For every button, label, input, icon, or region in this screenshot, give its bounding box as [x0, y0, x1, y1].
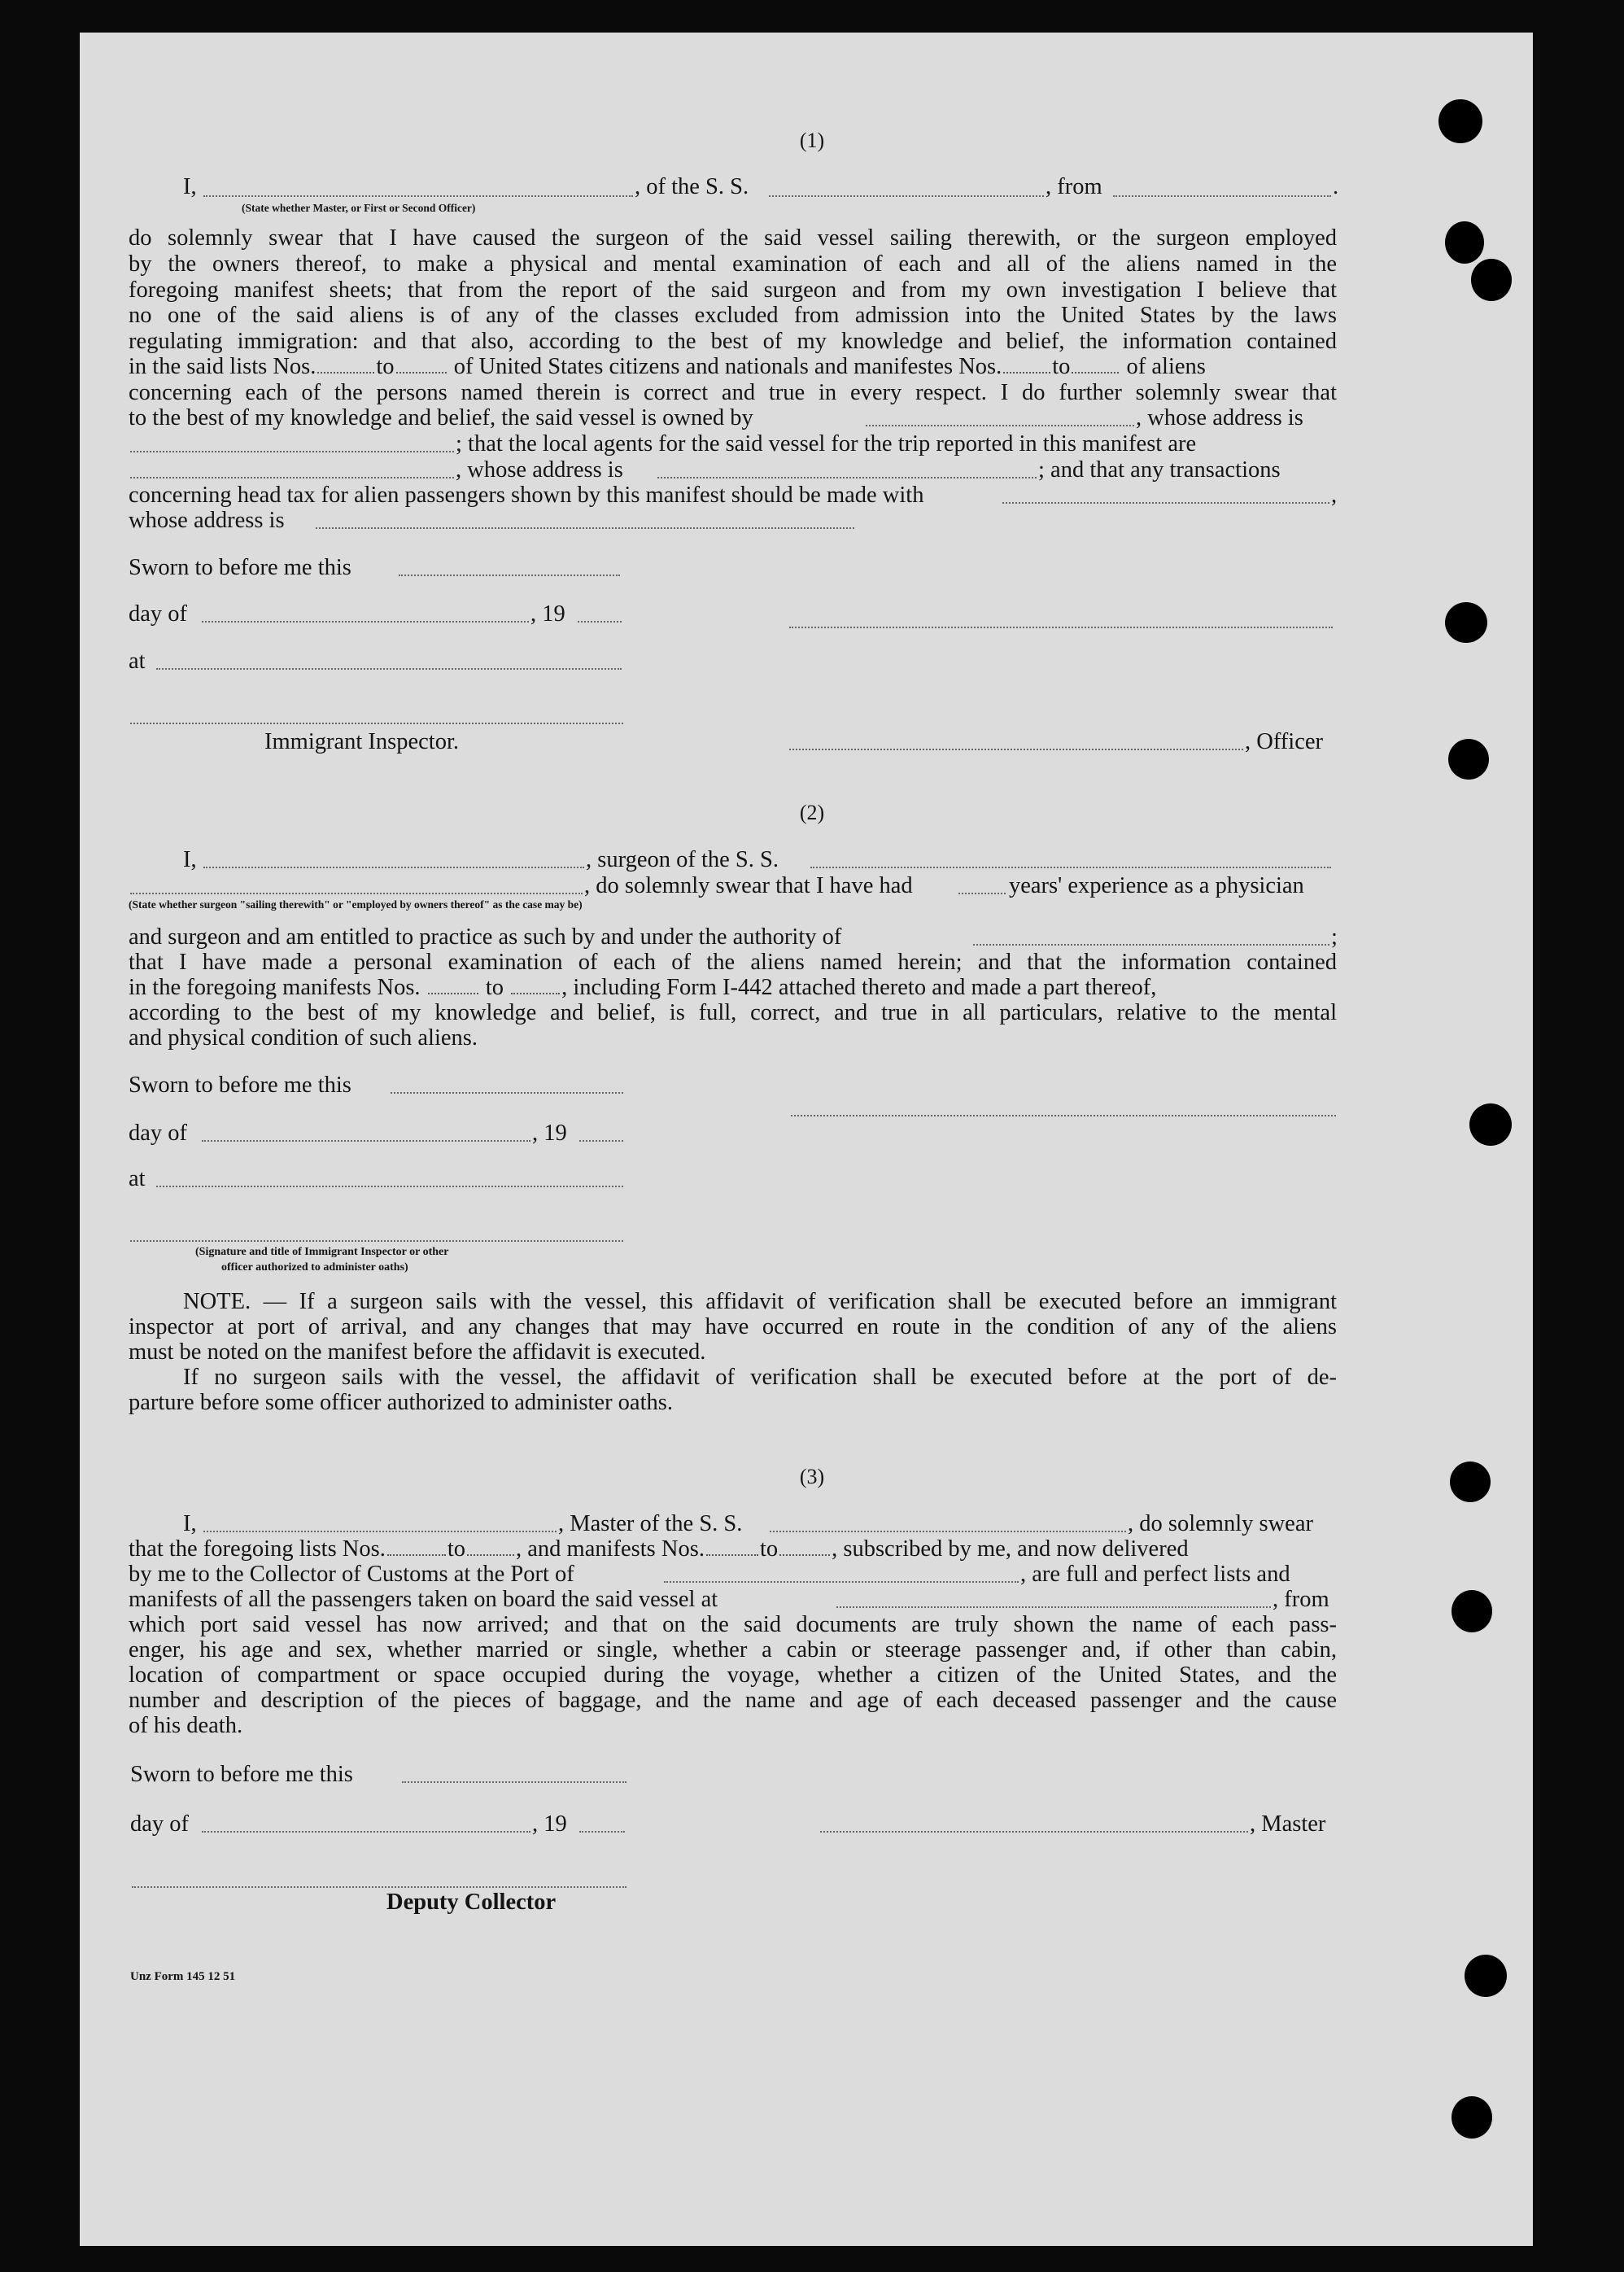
- s2-sworn: Sworn to before me this: [129, 1073, 351, 1098]
- s3-sworn: Sworn to before me this: [130, 1762, 353, 1787]
- inspector-signature-line[interactable]: [130, 723, 623, 724]
- s2-day-of: day of: [129, 1121, 188, 1146]
- surgeon-signature-line[interactable]: [791, 1115, 1336, 1116]
- s2-year-field[interactable]: [579, 1140, 623, 1142]
- s3-i: I,: [183, 1511, 197, 1536]
- s3-master-name-field[interactable]: [203, 1531, 557, 1532]
- s2-officer-signature-line[interactable]: [130, 1240, 623, 1242]
- form-number: Unz Form 145 12 51: [130, 1970, 236, 1983]
- s1-transactions: ; and that any transactions: [1038, 457, 1281, 483]
- binder-hole: [1448, 739, 1489, 780]
- note-line: If no surgeon sails with the vessel, the affidavit of verification shall be executed before at the port of de-: [183, 1365, 1337, 1390]
- s1-line: foregoing manifest sheets; that from the report of the said surgeon and from my own investigation I believe that: [129, 277, 1337, 303]
- s1-head-period: .: [1333, 174, 1339, 199]
- s3-line: location of compartment or space occupied during the voyage, whether a citizen of the United States, and the: [129, 1662, 1337, 1688]
- s3-port: by me to the Collector of Customs at the Port of: [129, 1562, 574, 1587]
- s3-line: enger, his age and sex, whether married or single, whether a cabin or steerage passenger and, if other than cabin,: [129, 1637, 1337, 1662]
- s2-swear: , do solemnly swear that I have had: [584, 873, 913, 898]
- s1-line: regulating immigration: and that also, according to the best of my knowledge and belief, the information contained: [129, 329, 1337, 354]
- officer-signature-line[interactable]: [789, 627, 1333, 628]
- boarding-port-field[interactable]: [836, 1606, 1271, 1608]
- s2-line: and physical condition of such aliens.: [129, 1025, 478, 1051]
- s3-manifest-to-field[interactable]: [779, 1540, 830, 1556]
- s2-line: that I have made a personal examination of each of the aliens named herein; and that the information contained: [129, 950, 1337, 975]
- s3-line: of his death.: [129, 1713, 243, 1738]
- note-line: NOTE. — If a surgeon sails with the vessel, this affidavit of verification shall be executed before an immigrant: [183, 1289, 1337, 1314]
- authority-field[interactable]: [973, 944, 1329, 946]
- collector-port-field[interactable]: [664, 1581, 1019, 1583]
- s1-day-of: day of: [129, 601, 188, 627]
- s3-master-of: , Master of the S. S.: [558, 1511, 743, 1536]
- s1-head-ofss: , of the S. S.: [635, 174, 749, 199]
- binder-hole: [1469, 1103, 1512, 1146]
- section-2-number: (2): [799, 801, 825, 824]
- s2-manifest-from-field[interactable]: [428, 978, 478, 994]
- s3-month-field[interactable]: [202, 1831, 530, 1833]
- head-tax-field[interactable]: [1002, 502, 1329, 504]
- master-signature-line[interactable]: [820, 1831, 1248, 1833]
- s2-month-field[interactable]: [202, 1140, 530, 1142]
- binder-hole: [1465, 1955, 1507, 1997]
- s1-line: by the owners thereof, to make a physical and mental examination of each and all of the aliens named in the: [129, 251, 1337, 277]
- s1-at-field[interactable]: [156, 668, 622, 670]
- s2-line: according to the best of my knowledge and belief, is full, correct, and true in all particulars, relative to the mental: [129, 1000, 1337, 1025]
- s1-year-field[interactable]: [578, 621, 622, 623]
- note-line: inspector at port of arrival, and any changes that may have occurred en route in the condition of any of the aliens: [129, 1314, 1337, 1339]
- s2-sworn-day-field[interactable]: [391, 1092, 623, 1094]
- s1-agent-address: , whose address is: [456, 457, 623, 483]
- binder-hole: [1452, 1590, 1492, 1632]
- s1-head-note: (State whether Master, or First or Second Officer): [242, 202, 476, 214]
- s3-line-lists: that the foregoing lists Nos. to , and manifests Nos. to , subscribed by me, and now delivered: [129, 1536, 1189, 1562]
- note-line: parture before some officer authorized to administer oaths.: [129, 1390, 673, 1415]
- s2-i: I,: [183, 847, 197, 872]
- s3-line: which port said vessel has now arrived; and that on the said documents are truly shown the name of each pass-: [129, 1612, 1337, 1637]
- manifest-from-field[interactable]: [1003, 357, 1050, 374]
- s3-vessel-field[interactable]: [770, 1531, 1126, 1532]
- s2-authority: and surgeon and am entitled to practice as such by and under the authority of: [129, 924, 842, 950]
- agent-field[interactable]: [130, 477, 454, 478]
- owner-address-field[interactable]: [130, 451, 454, 452]
- s2-sig-note-1: (Signature and title of Immigrant Inspector or other: [195, 1246, 449, 1258]
- s1-whose-address: , whose address is: [1136, 405, 1303, 430]
- s1-sworn: Sworn to before me this: [129, 555, 351, 580]
- years-experience-field[interactable]: [958, 893, 1006, 894]
- s2-status-note: (State whether surgeon "sailing therewith" or "employed by owners thereof" as the case may be): [129, 898, 583, 911]
- section-3-number: (3): [799, 1465, 825, 1488]
- s2-line-manifests: in the foregoing manifests Nos. to , including Form I-442 attached thereto and made a part thereof,: [129, 975, 1157, 1000]
- s1-line: do solemnly swear that I have caused the surgeon of the said vessel sailing therewith, or the surgeon employed: [129, 225, 1337, 251]
- s3-year-field[interactable]: [579, 1831, 625, 1833]
- s2-years: years' experience as a physician: [1009, 873, 1304, 898]
- s2-surgeon-of: , surgeon of the S. S.: [586, 847, 779, 872]
- owner-field[interactable]: [866, 425, 1134, 426]
- s2-at: at: [129, 1166, 146, 1191]
- vessel-name-field[interactable]: [769, 195, 1044, 197]
- s3-list-from-field[interactable]: [387, 1540, 446, 1556]
- s2-semicolon: ;: [1331, 924, 1338, 950]
- list-from-field[interactable]: [317, 357, 374, 374]
- s1-at: at: [129, 649, 146, 674]
- s1-head-i: I,: [183, 174, 197, 199]
- s3-swear: , do solemnly swear: [1128, 1511, 1313, 1536]
- binder-hole: [1452, 2096, 1492, 2139]
- s3-list-to-field[interactable]: [467, 1540, 514, 1556]
- s1-owned-by: to the best of my knowledge and belief, the said vessel is owned by: [129, 405, 753, 430]
- s1-sworn-day-field[interactable]: [399, 575, 620, 576]
- binder-hole: [1471, 259, 1512, 301]
- s3-taken: manifests of all the passengers taken on board the said vessel at: [129, 1587, 718, 1612]
- surgeon-status-field[interactable]: [130, 893, 583, 894]
- s1-whose-address-2: whose address is: [129, 508, 285, 533]
- s1-head-tax: concerning head tax for alien passengers shown by this manifest should be made with: [129, 483, 924, 508]
- s3-lists: , are full and perfect lists and: [1020, 1562, 1290, 1587]
- s3-master: , Master: [1250, 1811, 1326, 1837]
- master-name-field[interactable]: [203, 195, 633, 197]
- s1-line-lists: in the said lists Nos. to of United States citizens and nationals and manifestes Nos. to of aliens: [129, 354, 1206, 379]
- s3-line: number and description of the pieces of baggage, and the name and age of each deceased passenger and the cause: [129, 1688, 1337, 1713]
- s3-day-of: day of: [130, 1811, 190, 1837]
- s1-month-field[interactable]: [202, 621, 529, 623]
- officer-title-line[interactable]: [789, 749, 1243, 750]
- s2-sig-note-2: officer authorized to administer oaths): [221, 1261, 408, 1274]
- s2-vessel-field[interactable]: [810, 867, 1331, 868]
- s3-sworn-day-field[interactable]: [402, 1781, 626, 1783]
- s3-from: , from: [1273, 1587, 1329, 1612]
- s3-year: , 19: [532, 1811, 567, 1837]
- collector-signature-line[interactable]: [132, 1886, 626, 1888]
- list-to-field[interactable]: [396, 357, 447, 374]
- section-1-number: (1): [799, 129, 825, 152]
- manifest-to-field[interactable]: [1072, 357, 1119, 374]
- s1-year: , 19: [530, 601, 565, 627]
- surgeon-name-field[interactable]: [203, 867, 584, 868]
- s1-head-from: , from: [1046, 174, 1102, 199]
- s1-local-agents: ; that the local agents for the said vessel for the trip reported in this manifest are: [456, 431, 1197, 457]
- s3-manifest-from-field[interactable]: [706, 1540, 758, 1556]
- s2-at-field[interactable]: [156, 1186, 623, 1187]
- agent-address-field[interactable]: [657, 477, 1037, 478]
- s1-line: concerning each of the persons named therein is correct and true in every respect. I do further solemnly swear that: [129, 380, 1337, 405]
- binder-hole: [1445, 221, 1484, 264]
- s1-officer: , Officer: [1245, 729, 1324, 754]
- binder-hole: [1445, 602, 1487, 643]
- s1-line: no one of the said aliens is of any of the classes excluded from admission into the United States by the laws: [129, 303, 1337, 328]
- s2-manifest-to-field[interactable]: [511, 978, 560, 994]
- s2-year: , 19: [532, 1121, 567, 1146]
- note-line: must be noted on the manifest before the affidavit is executed.: [129, 1339, 706, 1365]
- s3-deputy-collector: Deputy Collector: [386, 1890, 557, 1915]
- s1-inspector: Immigrant Inspector.: [264, 729, 460, 754]
- head-tax-address-field[interactable]: [316, 527, 854, 529]
- s1-comma: ,: [1331, 483, 1338, 508]
- from-port-field[interactable]: [1113, 195, 1331, 197]
